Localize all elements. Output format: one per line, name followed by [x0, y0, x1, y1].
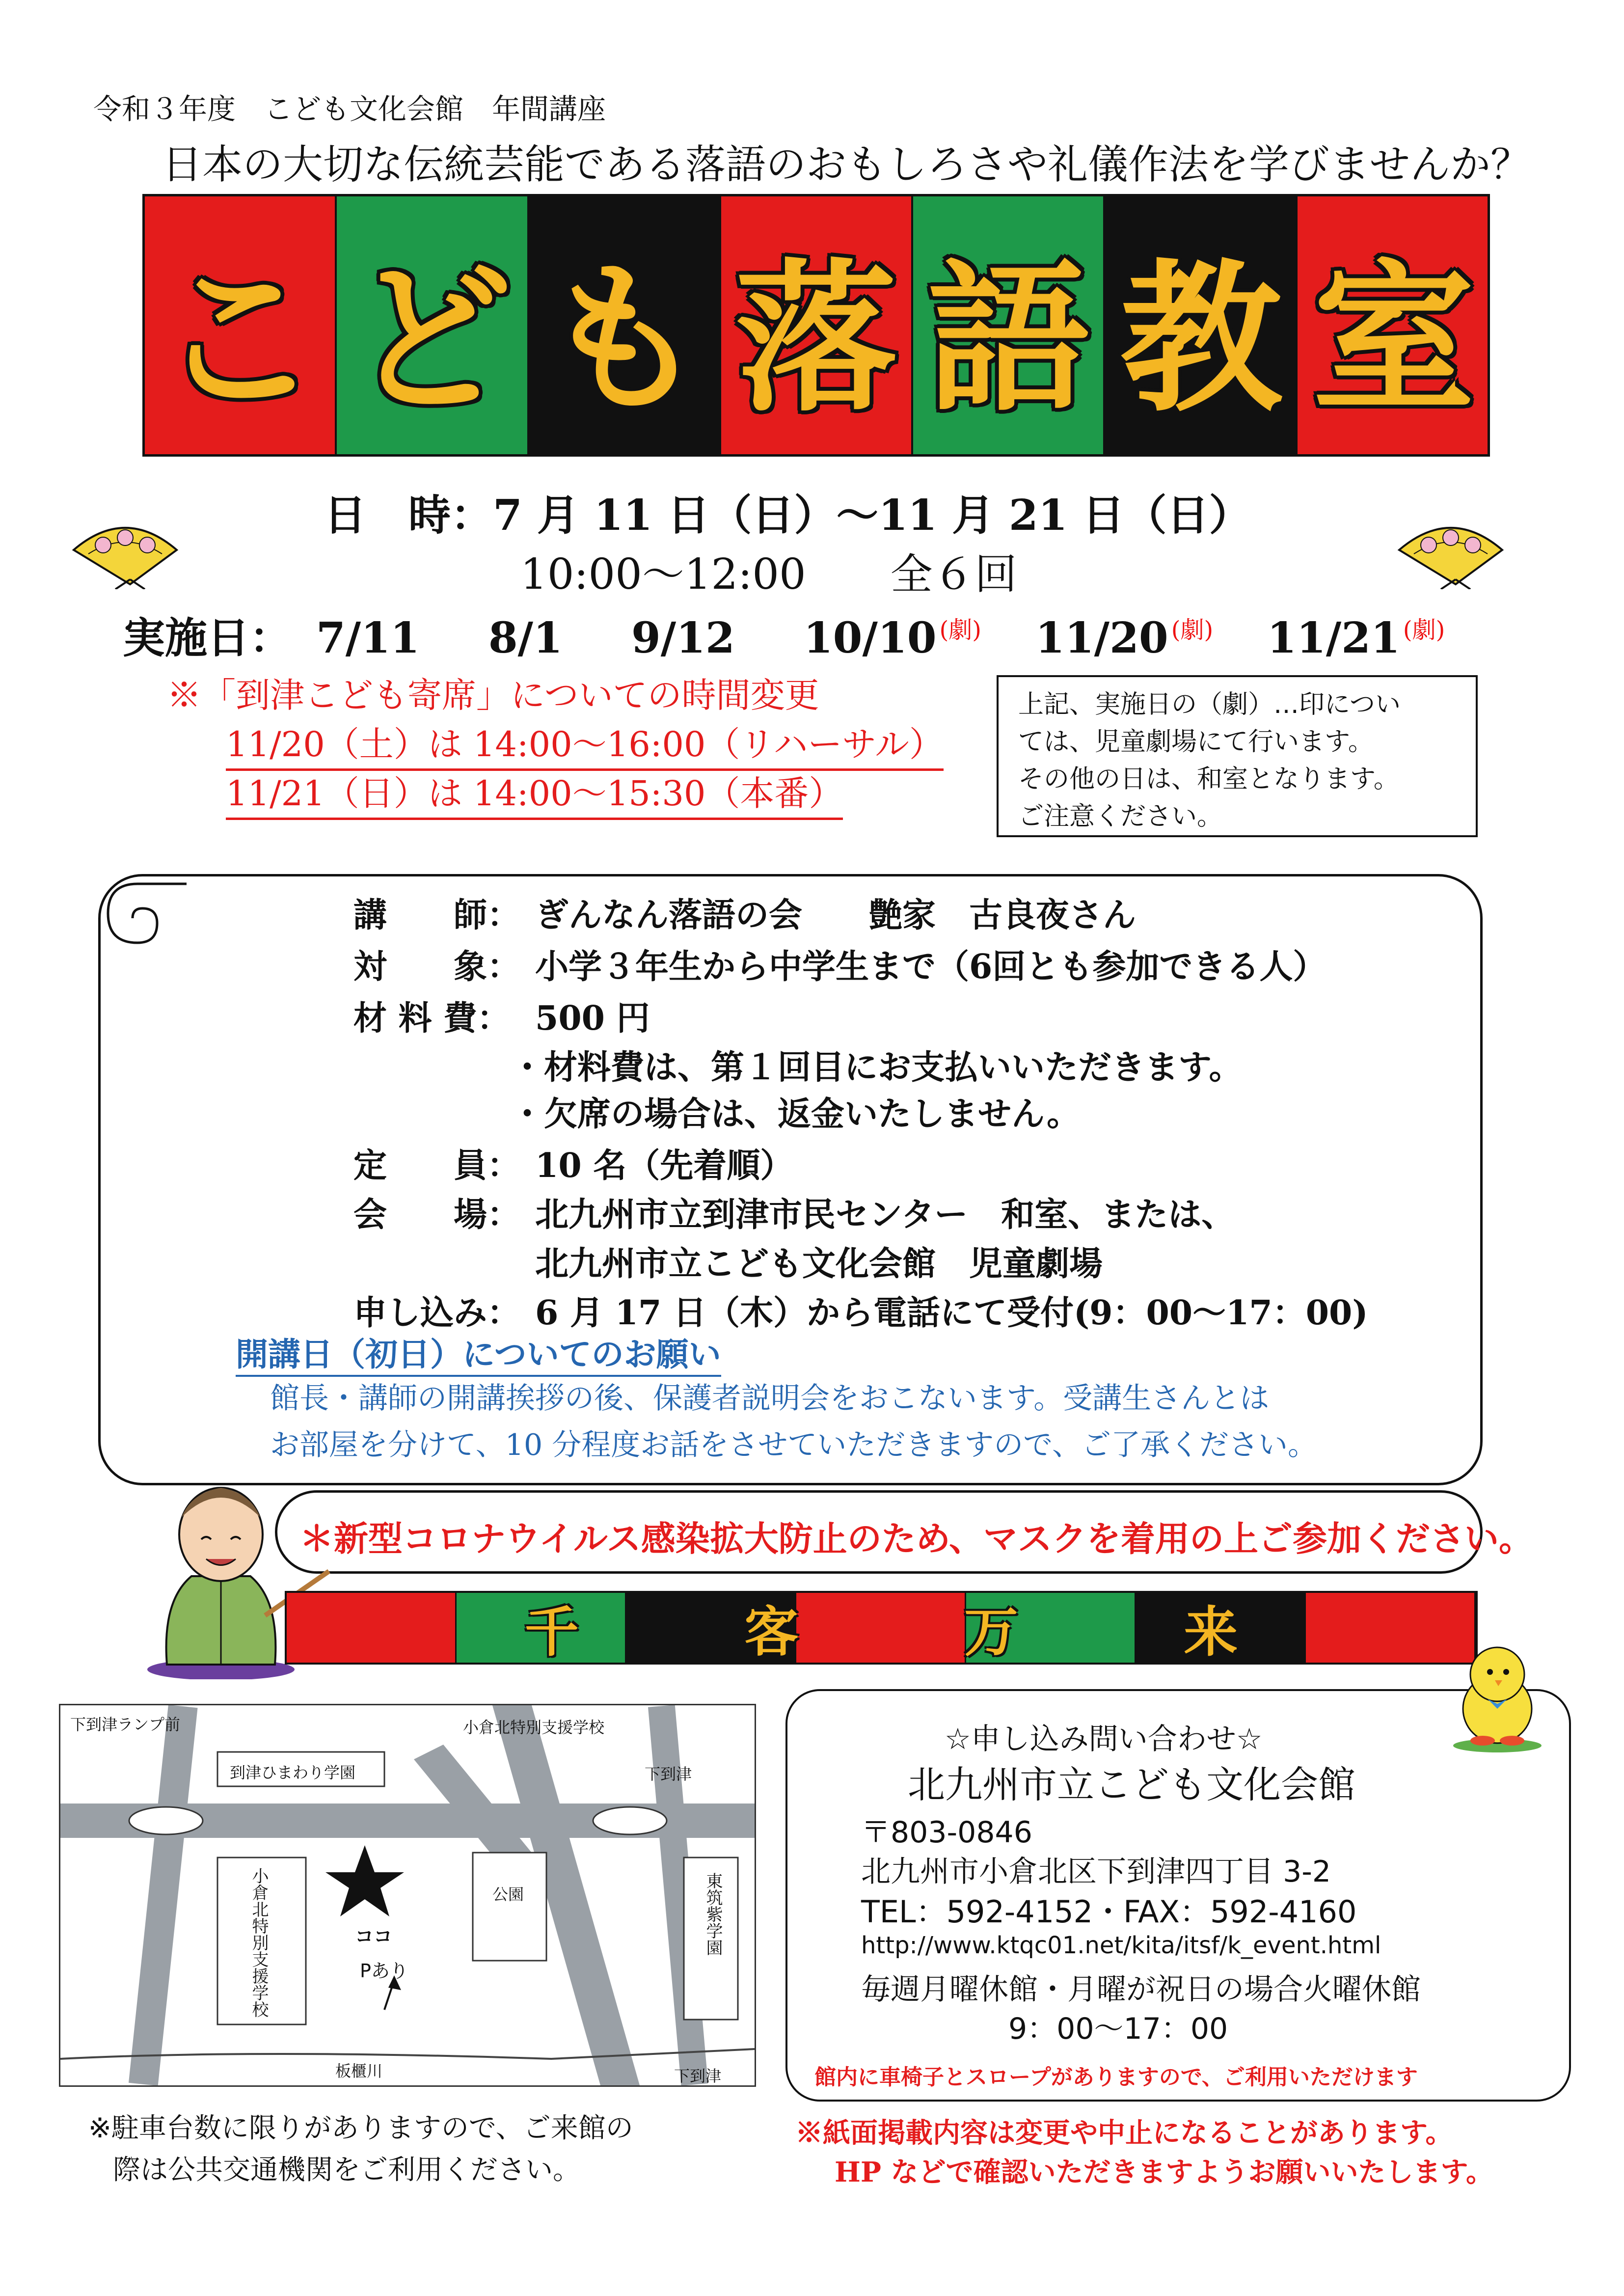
- closed-days: 毎週月曜休館・月曜が祝日の場合火曜休館: [861, 1972, 1421, 2007]
- date-item: 8/1: [488, 613, 563, 663]
- postal-code: 〒803-0846: [861, 1815, 1032, 1850]
- request-heading: 開講日（初日）についてのお願い: [236, 1328, 721, 1377]
- venue-value-2: 北九州市立こども文化会館 児童劇場: [535, 1244, 1103, 1284]
- venue-row: 会 場： 北九州市立到津市民センター 和室、または、: [353, 1195, 1235, 1234]
- parking-note: 際は公共交通機関をご利用ください。: [113, 2154, 580, 2186]
- address: 北九州市小倉北区下到津四丁目 3-2: [861, 1855, 1331, 1889]
- map-label-river: 板櫃川: [335, 2062, 383, 2080]
- dates-row: [123, 604, 1445, 665]
- map-label-higashi: 東筑紫学園: [703, 1872, 723, 1956]
- course-category: 令和３年度 こども文化会館 年間講座: [93, 92, 606, 126]
- date-item: 10/10: [803, 613, 937, 663]
- event-title: [142, 194, 1490, 457]
- scroll-curl-icon: [98, 874, 196, 992]
- band-text: [285, 1591, 1478, 1665]
- venue-note-line: 上記、実施日の（劇）…印につい: [1018, 690, 1401, 719]
- band-char: 客: [744, 1600, 799, 1664]
- date-range: 日 時：7 月 11 日（日）～11 月 21 日（日）: [324, 491, 1251, 540]
- capacity-row: 定 員： 10 名（先着順）: [353, 1146, 794, 1185]
- venue-value: 北九州市立到津市民センター 和室、または、: [535, 1195, 1235, 1234]
- theater-mark: (劇): [1403, 616, 1445, 644]
- time-change-heading: ※「到津こども寄席」についての時間変更: [167, 675, 819, 715]
- date-item: 7/11: [316, 613, 420, 663]
- map-label-shimoitozu-top: 下到津: [645, 1765, 692, 1783]
- title-char: 教: [1120, 243, 1282, 434]
- venue-note-line: ては、児童劇場にて行います。: [1018, 727, 1374, 757]
- change-notice: ※紙面掲載内容は変更や中止になることがあります。: [795, 2117, 1453, 2149]
- map-label-parking: Pあり: [360, 1960, 408, 1982]
- instructor-value: ぎんなん落語の会 艶家 古良夜さん: [535, 896, 1137, 935]
- map-label-lamp: 下到津ランプ前: [70, 1715, 181, 1734]
- map-label-park: 公園: [492, 1885, 524, 1904]
- fee-note: ・材料費は、第１回目にお支払いいただきます。: [511, 1048, 1243, 1087]
- right-fan-icon: [1394, 516, 1507, 589]
- parking-note: ※駐車台数に限りがありますので、ご来館の: [88, 2112, 633, 2144]
- lead-question: 日本の大切な伝統芸能である落語のおもしろさや礼儀作法を学びませんか？: [162, 141, 1531, 188]
- map-label-special-school: 小倉北特別支援学校: [249, 1867, 269, 2018]
- date-item: 11/21: [1267, 613, 1400, 663]
- theater-mark: (劇): [939, 616, 982, 644]
- map-label-school-top: 小倉北特別支援学校: [463, 1718, 605, 1737]
- title-char: 室: [1312, 243, 1475, 434]
- target-row: 対 象： 小学３年生から中学生まで（6回とも参加できる人）: [353, 947, 1326, 986]
- band-char: 千: [524, 1600, 579, 1664]
- venue-note-line: ご注意ください。: [1018, 802, 1223, 831]
- map-label-himawari: 到津ひまわり学園: [230, 1763, 356, 1782]
- title-char: 語: [927, 243, 1090, 434]
- fee-value: 500 円: [535, 999, 650, 1038]
- apply-row: 申し込み： 6 月 17 日（木）から電話にて受付(9：00～17：00): [353, 1293, 1368, 1333]
- target-value: 小学３年生から中学生まで（6回とも参加できる人）: [535, 947, 1326, 986]
- website-link[interactable]: http://www.ktqc01.net/kita/itsf/k_event.html: [861, 1932, 1381, 1959]
- title-char: も: [542, 243, 705, 434]
- access-map: [59, 1704, 756, 2087]
- mask-notice: ＊新型コロナウイルス感染拡大防止のため、マスクを着用の上ご参加ください。: [299, 1518, 1533, 1559]
- fee-row: 材 料 費： 500 円: [353, 999, 650, 1038]
- time-change-rehearsal: 11/20（土）は 14:00～16:00（リハーサル）: [226, 717, 944, 771]
- title-char: 落: [735, 243, 897, 434]
- title-char: ど: [350, 243, 513, 434]
- opening-hours: 9：00～17：00: [1008, 2012, 1228, 2046]
- instructor-row: 講 師： ぎんなん落語の会 艶家 古良夜さん: [353, 896, 1137, 935]
- date-item: 11/20: [1035, 613, 1168, 663]
- venue-note-line: その他の日は、和室となります。: [1018, 765, 1399, 794]
- request-line: 館長・講師の開講挨拶の後、保護者説明会をおこないます。受講生さんとは: [270, 1381, 1270, 1416]
- map-label-shimoitozu-bottom: 下到津: [674, 2067, 722, 2085]
- band-char: 万: [964, 1600, 1018, 1664]
- time-and-count: 10:00～12:00 全６回: [520, 550, 1017, 599]
- organization-name: 北九州市立こども文化会館: [908, 1763, 1355, 1806]
- map-label-here: ココ: [355, 1926, 393, 1947]
- theater-mark: (劇): [1171, 616, 1214, 644]
- band-char: 来: [1184, 1600, 1238, 1664]
- request-line: お部屋を分けて、10 分程度お話をさせていただきますので、ご了承ください。: [270, 1428, 1318, 1462]
- left-fan-icon: [69, 516, 182, 589]
- title-char: こ: [158, 243, 320, 434]
- venue-note-box: [997, 675, 1478, 837]
- time-change-performance: 11/21（日）は 14:00～15:30（本番）: [226, 766, 843, 820]
- chick-mascot-icon: [1448, 1635, 1546, 1753]
- fee-note: ・欠席の場合は、返金いたしません。: [511, 1094, 1081, 1134]
- apply-value: 6 月 17 日（木）から電話にて受付(9：00～17：00): [535, 1293, 1368, 1333]
- contact-heading: ☆申し込み問い合わせ☆: [945, 1722, 1263, 1756]
- dates-label: 実施日：: [123, 613, 292, 663]
- capacity-value: 10 名（先着順）: [535, 1146, 794, 1185]
- date-item: 9/12: [631, 613, 735, 663]
- change-notice: HP などで確認いただきますようお願いいたします。: [835, 2156, 1494, 2188]
- tel-fax: TEL：592-4152・FAX：592-4160: [861, 1894, 1357, 1930]
- accessibility-note: 館内に車椅子とスロープがありますので、ご利用いただけます: [814, 2065, 1418, 2090]
